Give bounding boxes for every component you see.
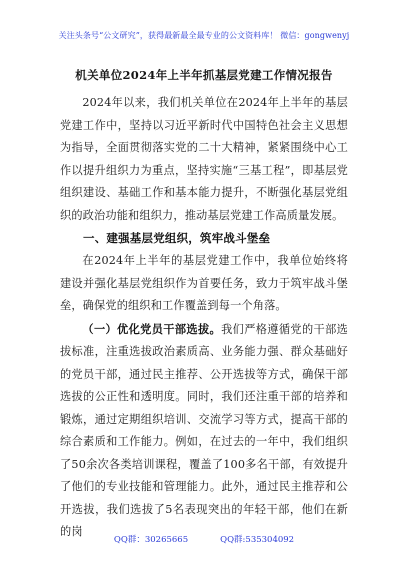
page-title: 机关单位2024年上半年抓基层党建工作情况报告 [75,68,333,82]
document-body [60,92,348,544]
subsection-heading: （一）优化党员干部选拔。 [82,321,222,336]
subsection-text: 我们严格遵循党的干部选拔标准，注重选拔政治素质高、业务能力强、群众基础好的党员干部，通过民主推荐、公开选拔等方式，确保干部选拔的公正性和透明度。同时，我们还注重干部的培养和锻炼，通过定期组织培训、交流学习等方式，提高干部的综合素质和工作能力。例如，在过去的一年中，我们组织了50余次各类培训课程，覆盖了100多名干部，有效提升了他们的专业技能和管理能力。此外，通过民主推荐和公开选拔，我们选拔了5名表现突出的年轻干部，他们在新的岗 [60,322,348,538]
intro-paragraph: 2024年以来，我们机关单位在2024年上半年的基层党建工作中，坚持以习近平新时代中国特色社会主义思想为指导，全面贯彻落实党的二十大精神，紧紧围绕中心工作以提升组织力为重点，坚持实施“三基工程”，即基层党组织建设、基础工作和基本能力提升，不断强化基层党组织的政治功能和组织力，推动基层党建工作高质量发展。 [60,96,348,222]
promo-banner[interactable]: 关注头条号“公文研究”，获得最新最全最专业的公文资料库！ 微信：gongwenyj [58,31,350,40]
footer-contacts [0,533,408,545]
subsection-paragraph [60,318,348,544]
section-heading: 一、建强基层党组织，筑牢战斗堡垒 [83,231,271,245]
section-paragraph: 在2024年上半年的基层党建工作中，我单位始终将建设并强化基层党组织作为首要任务，致力于筑牢战斗堡垒，确保党的组织和工作覆盖到每一个角落。 [60,254,348,312]
qq-group-2[interactable]: QQ群:535304092 [220,535,295,545]
qq-group-1[interactable]: QQ群：30265665 [113,535,189,545]
